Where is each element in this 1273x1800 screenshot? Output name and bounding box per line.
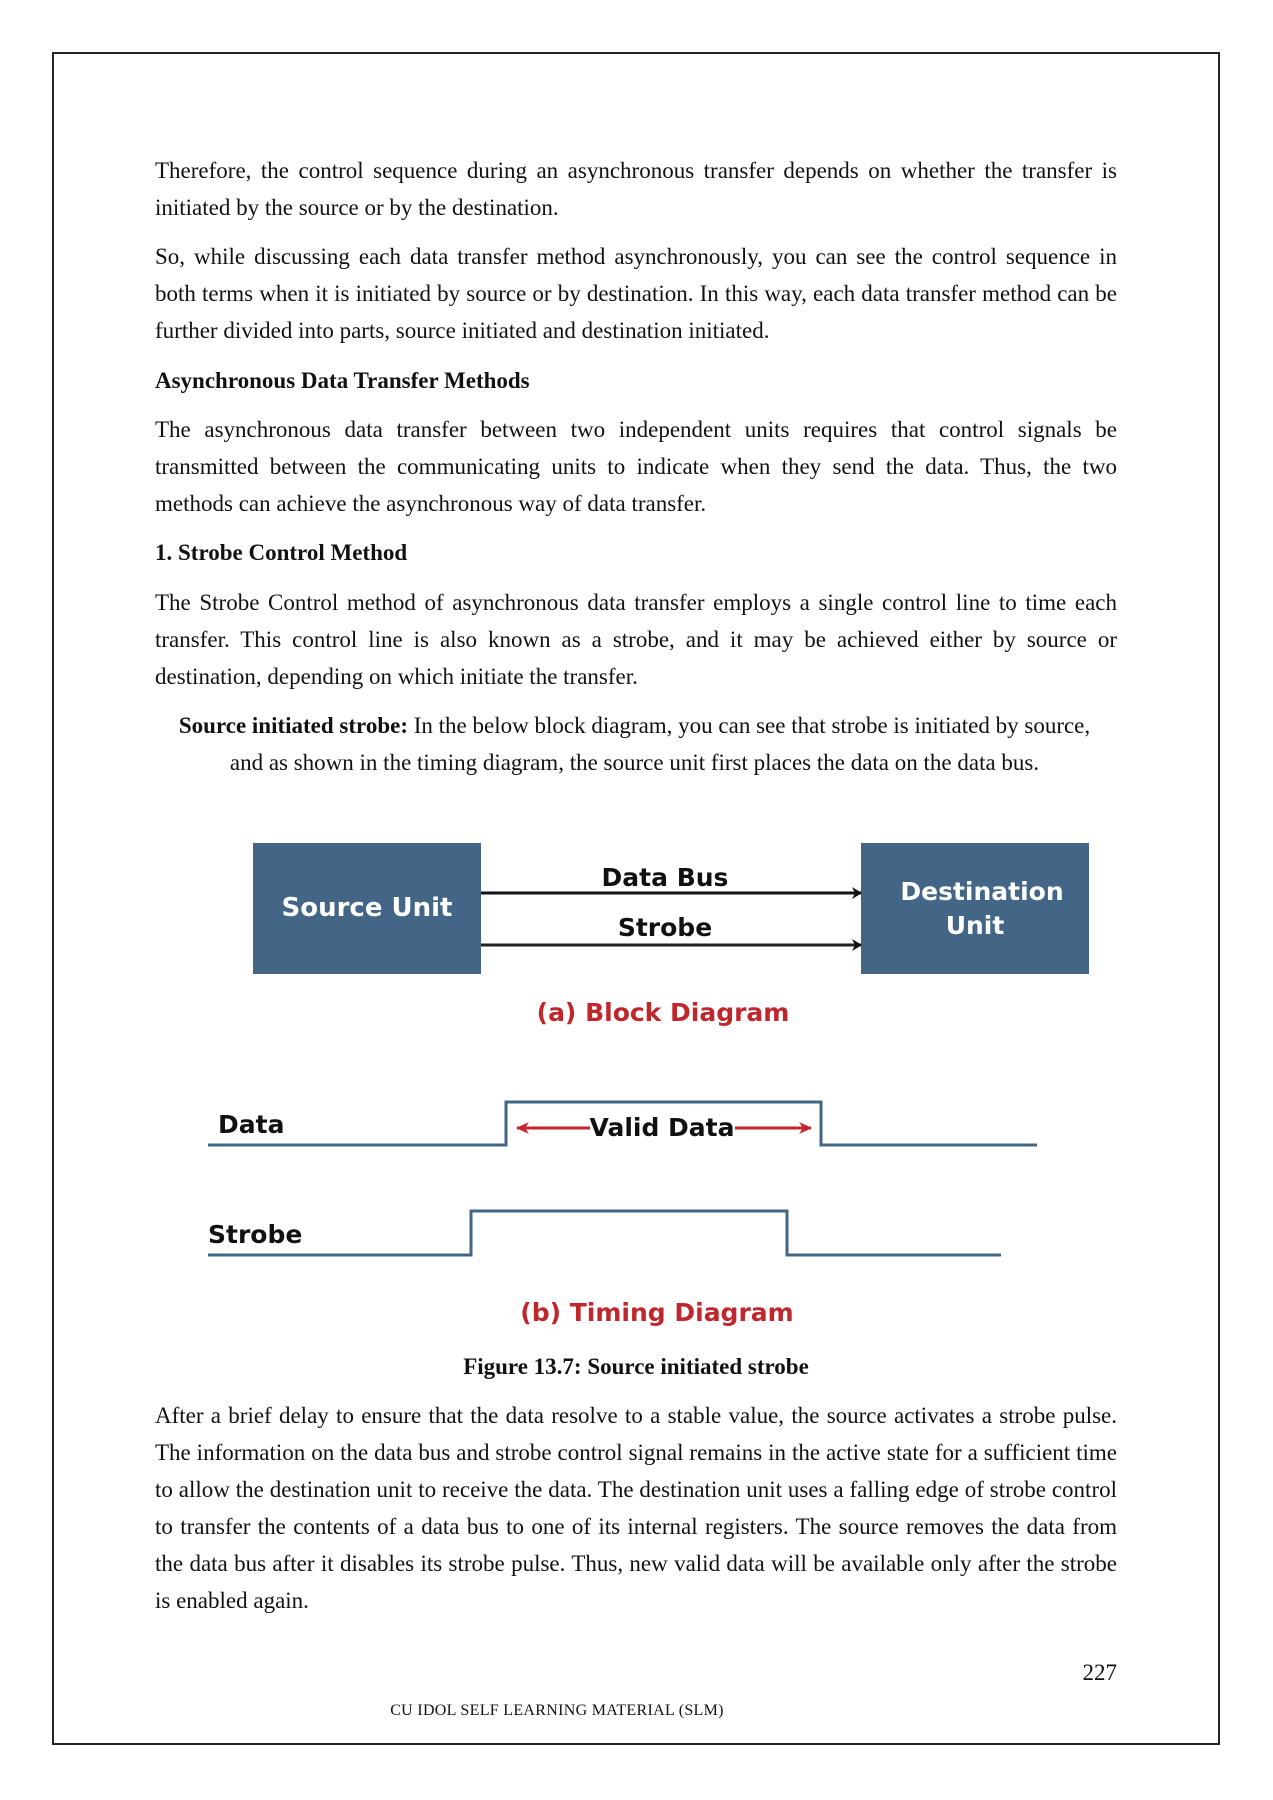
paragraph-asynchronous-discussion: So, while discussing each data transfer method asynchronously, you can see the control sequence in both terms when it is initiated by source or by destination. In this way, each data transfer method can be further divided into parts, source initiated and destination initiated. xyxy=(155,244,1117,343)
block-diagram-caption: (a) Block Diagram xyxy=(536,998,790,1027)
source-initiated-text: In the below block diagram, you can see that strobe is initiated by source, and as shown in the timing diagram, the source unit first places the data on the data bus. xyxy=(229,713,1091,775)
figure-caption: Figure 13.7: Source initiated strobe xyxy=(463,1354,809,1379)
data-bus-label: Data Bus xyxy=(601,863,729,892)
strobe-timing-waveform xyxy=(208,1211,1001,1255)
timing-data-label: Data xyxy=(218,1110,285,1139)
page-number: 227 xyxy=(1082,1660,1117,1685)
heading-async-methods: Asynchronous Data Transfer Methods xyxy=(155,368,530,393)
valid-data-label: Valid Data xyxy=(589,1113,735,1142)
paragraph-strobe-control: The Strobe Control method of asynchronous data transfer employs a single control line to time each transfer. This control line is also known as a strobe, and it may be achieved either by source or destination, depending on which initiate the transfer. xyxy=(155,590,1117,689)
destination-unit-label-2: Unit xyxy=(945,911,1005,940)
source-initiated-term: Source initiated strobe: xyxy=(178,713,408,738)
heading-strobe-control: 1. Strobe Control Method xyxy=(155,540,408,565)
destination-unit-box xyxy=(861,843,1089,974)
strobe-label: Strobe xyxy=(617,913,713,942)
destination-unit-label-1: Destination xyxy=(900,877,1064,906)
timing-diagram-caption: (b) Timing Diagram xyxy=(520,1298,794,1327)
paragraph-control-sequence: Therefore, the control sequence during an asynchronous transfer depends on whether the transfer is initiated by the source or by the destination. xyxy=(155,158,1117,220)
paragraph-async-transfer: The asynchronous data transfer between two independent units requires that control signals be transmitted between the communicating units to indicate when they send the data. Thus, the two methods can achieve the asynchronous way of data transfer. xyxy=(155,417,1117,516)
footer: CU IDOL SELF LEARNING MATERIAL (SLM) xyxy=(390,1702,724,1719)
paragraph-strobe-pulse: After a brief delay to ensure that the data resolve to a stable value, the source activates a strobe pulse. The information on the data bus and strobe control signal remains in the active state for a sufficient time to allow the destination unit to receive the data. The destination unit uses a falling edge of strobe control to transfer the contents of a data bus to one of its internal registers. The source removes the data from the data bus after it disables its strobe pulse. Thus, new valid data will be available only after the strobe is enabled again. xyxy=(155,1403,1117,1613)
timing-strobe-label: Strobe xyxy=(208,1220,303,1249)
source-unit-label: Source Unit xyxy=(281,893,453,923)
